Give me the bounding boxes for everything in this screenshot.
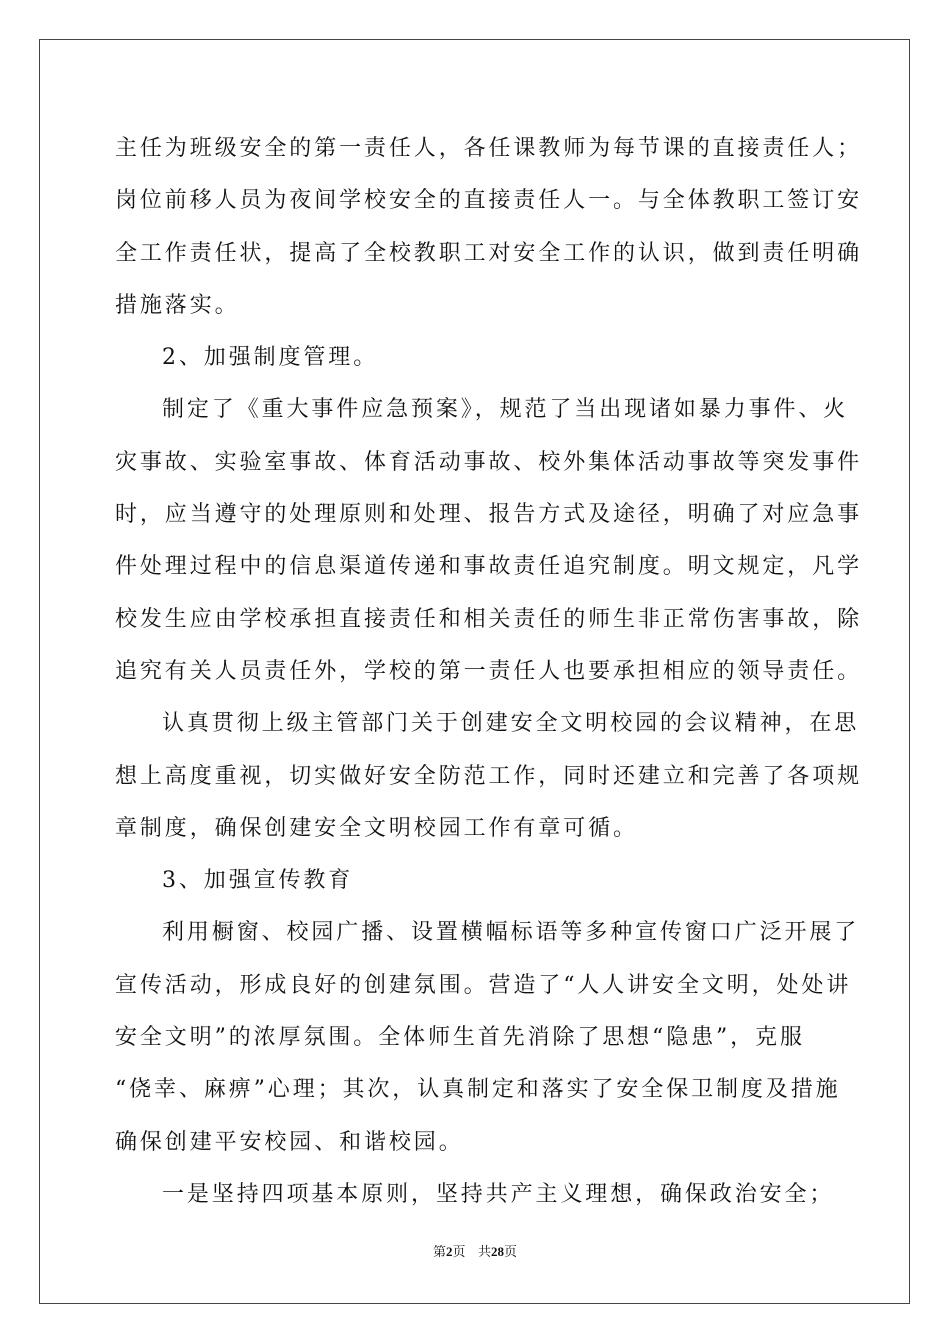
body-line: 确保创建平安校园、和谐校园。 [115,1129,464,1155]
body-line: 校发生应由学校承担直接责任和相关责任的师生非正常伤害事故，除 [115,606,863,632]
document-body [115,123,863,1221]
total-suffix: 页 [503,1245,517,1260]
body-line: 安全文明”的浓厚氛围。全体师生首先消除了思想“隐患”，克服 [115,1025,805,1051]
section-heading: 2、加强制度管理。 [162,345,379,371]
body-line: 时，应当遵守的处理原则和处理、报告方式及途径，明确了对应急事 [115,502,863,528]
paragraph-first-line: 一是坚持四项基本原则，坚持共产主义理想，确保政治安全； [162,1181,835,1207]
body-line: 灾事故、实验室事故、体育活动事故、校外集体活动事故等突发事件 [115,449,863,475]
body-line: “侥幸、麻痹”心理；其次，认真制定和落实了安全保卫制度及措施 [115,1077,841,1103]
body-line: 全工作责任状，提高了全校教职工对安全工作的认识，做到责任明确 [115,240,863,266]
body-line: 章制度，确保创建安全文明校园工作有章可循。 [115,815,638,841]
body-line: 追究有关人员责任外，学校的第一责任人也要承担相应的领导责任。 [115,658,863,684]
body-line: 岗位前移人员为夜间学校安全的直接责任人一。与全体教职工签订安 [115,188,863,214]
body-line: 措施落实。 [115,292,240,318]
body-line: 主任为班级安全的第一责任人，各任课教师为每节课的直接责任人； [115,136,863,161]
body-line: 宣传活动，形成良好的创建氛围。营造了“人人讲安全文明，处处讲 [115,972,852,998]
page-suffix: 页 [452,1245,466,1260]
paragraph-first-line: 认真贯彻上级主管部门关于创建安全文明校园的会议精神，在思 [162,711,860,737]
page-prefix: 第 [433,1245,447,1260]
total-pages: 28 [490,1244,504,1259]
section-heading: 3、加强宣传教育 [162,868,354,894]
total-prefix: 共 [477,1245,491,1260]
body-line: 件处理过程中的信息渠道传递和事故责任追究制度。明文规定，凡学 [115,554,863,580]
paragraph-first-line: 制定了《重大事件应急预案》，规范了当出现诸如暴力事件、火 [162,397,849,423]
page-number: 2 [446,1244,453,1259]
page-footer [0,1243,950,1262]
body-line: 想上高度重视，切实做好安全防范工作，同时还建立和完善了各项规 [115,763,863,789]
paragraph-first-line: 利用橱窗、校园广播、设置横幅标语等多种宣传窗口广泛开展了 [162,920,860,946]
